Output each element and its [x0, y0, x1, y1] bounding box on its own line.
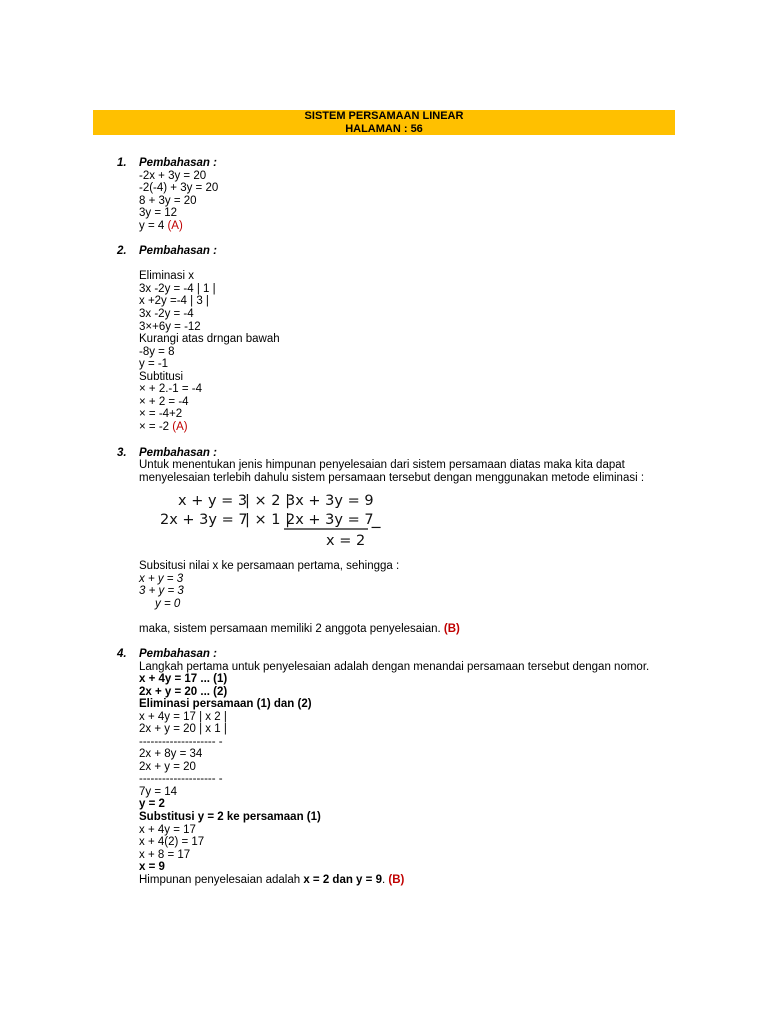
answer-choice: (B): [388, 874, 405, 886]
answer-line: × = -2 (A): [139, 421, 188, 433]
section-number: 2.: [117, 245, 127, 257]
final-answer-line: Himpunan penyelesaian adalah x = 2 dan y = 9. (B): [139, 874, 405, 886]
equation-line: 3x -2y = -4 | 1 |: [139, 283, 216, 295]
equation-line: 2x + y = 20: [139, 761, 196, 773]
equation-line: Eliminasi x: [139, 270, 194, 282]
equation-line: 3×+6y = -12: [139, 321, 201, 333]
equation-line: -2(-4) + 3y = 20: [139, 182, 219, 194]
equation-line: × + 2 = -4: [139, 396, 189, 408]
equation-line: x + 4y = 17 ... (1): [139, 673, 228, 685]
equation-line: x + 4(2) = 17: [139, 836, 205, 848]
paragraph-line: menyelesaian terlebih dahulu sistem persamaan tersebut dengan menggunakan metode eliminasi :: [139, 472, 645, 484]
equation-line: 2x + y = 20 ... (2): [139, 686, 228, 698]
hw-eq1-left: x + y = 3: [178, 493, 248, 509]
section-heading: Pembahasan :: [139, 447, 217, 459]
answer-choice: (A): [167, 220, 183, 232]
equation-line: x + y = 3: [139, 573, 184, 585]
equation-line: × = -4+2: [139, 408, 183, 420]
equation-line: Kurangi atas drngan bawah: [139, 333, 280, 345]
paragraph-line: Untuk menentukan jenis himpunan penyelesaian dari sistem persamaan diatas maka kita dapat: [139, 459, 625, 471]
hw-eq2-left: 2x + 3y = 7: [160, 512, 248, 528]
section-heading: Pembahasan :: [139, 648, 217, 660]
hw-eq1-result: 3x + 3y = 9: [286, 493, 374, 509]
hw-eq1-multiplier: | × 2 |: [245, 493, 290, 509]
conclusion-line: maka, sistem persamaan memiliki 2 anggota penyelesaian. (B): [139, 623, 460, 635]
handwritten-elimination: [158, 490, 388, 548]
equation-line: 8 + 3y = 20: [139, 195, 197, 207]
equation-line: y = 0: [155, 598, 181, 610]
section-number: 1.: [117, 157, 127, 169]
section-number: 3.: [117, 447, 127, 459]
equation-line: × + 2.-1 = -4: [139, 383, 202, 395]
answer-choice: (A): [172, 421, 188, 433]
paragraph-line: Langkah pertama untuk penyelesaian adalah dengan menandai persamaan tersebut dengan nomor.: [139, 661, 650, 673]
hw-eq2-multiplier: | × 1 |: [245, 512, 290, 528]
equation-line: y = -1: [139, 358, 169, 370]
equation-line: x + 4y = 17: [139, 824, 196, 836]
section-heading: Pembahasan :: [139, 157, 217, 169]
separator-line: -------------------- -: [139, 773, 223, 785]
equation-line: 7y = 14: [139, 786, 178, 798]
equation-line: 3x -2y = -4: [139, 308, 194, 320]
section-heading: Pembahasan :: [139, 245, 217, 257]
hw-minus-sign: −: [370, 520, 383, 536]
equation-line: 2x + y = 20 | x 1 |: [139, 723, 227, 735]
header-title: SISTEM PERSAMAAN LINEAR: [304, 110, 464, 122]
page-header: [93, 110, 675, 135]
equation-line: y = 2: [139, 798, 165, 810]
paragraph-line: Subsitusi nilai x ke persamaan pertama, sehingga :: [139, 560, 400, 572]
header-subtitle: HALAMAN : 56: [345, 122, 423, 135]
step-heading: Substitusi y = 2 ke persamaan (1): [139, 811, 321, 823]
equation-line: x + 4y = 17 | x 2 |: [139, 711, 227, 723]
step-heading: Eliminasi persamaan (1) dan (2): [139, 698, 312, 710]
equation-line: 3 + y = 3: [139, 585, 184, 597]
hw-result: x = 2: [326, 533, 366, 548]
equation-line: x = 9: [139, 861, 165, 873]
equation-line: 3y = 12: [139, 207, 178, 219]
equation-line: x +2y =-4 | 3 |: [139, 295, 209, 307]
separator-line: -------------------- -: [139, 736, 223, 748]
equation-line: Subtitusi: [139, 371, 184, 383]
equation-line: -8y = 8: [139, 346, 175, 358]
equation-line: -2x + 3y = 20: [139, 170, 207, 182]
equation-line: x + 8 = 17: [139, 849, 191, 861]
hw-eq2-result: 2x + 3y = 7: [286, 512, 374, 528]
equation-line: 2x + 8y = 34: [139, 748, 203, 760]
section-number: 4.: [117, 648, 127, 660]
answer-choice: (B): [443, 623, 460, 635]
answer-line: y = 4 (A): [139, 220, 183, 232]
